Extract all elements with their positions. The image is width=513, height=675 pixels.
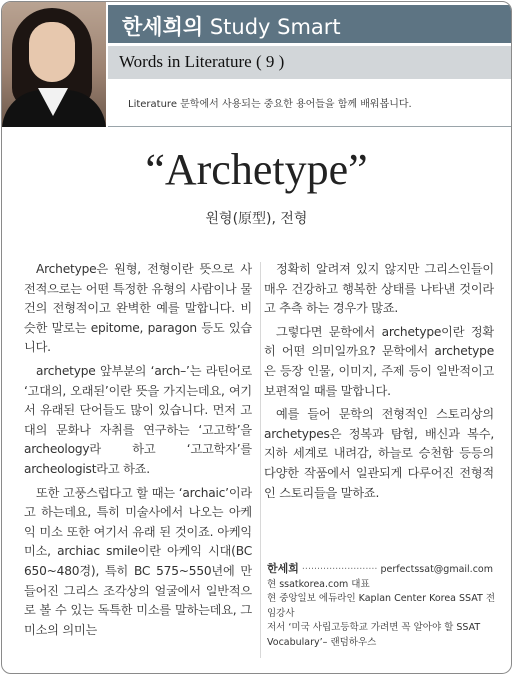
column-title-rest: Study Smart xyxy=(203,15,341,39)
intro-text: Literature 문학에서 사용되는 중요한 용어들을 함께 배워봅니다. xyxy=(128,99,412,110)
author-bio-line: 저서 ‘미국 사립고등학교 가려면 꼭 알아야 할 SSAT Vocabulary’– 랜덤하우스 xyxy=(267,622,481,648)
paragraph: archetype 앞부분의 ‘arch–’는 라틴어로 ‘고대의, 오래된’이란 뜻을 가지는데요, 여기서 유래된 단어들도 많이 있습니다. 먼저 고대의 문화나 자취를 연구하는 ‘고고학’을 archeology라 하고 ‘고고학자’를 archeologist라고 하죠. xyxy=(24,363,252,476)
author-name: 한세희 xyxy=(267,562,299,575)
article-frame xyxy=(1,1,512,674)
series-title-bar xyxy=(108,46,511,79)
author-photo xyxy=(2,2,106,127)
author-email: perfectssat@gmail.com xyxy=(380,564,493,575)
article-subtitle: 원형(原型), 전형 xyxy=(205,211,308,227)
paragraph: 예를 들어 문학의 전형적인 스토리상의 archetypes은 정복과 탐험, 배신과 복수, 지하 세계로 내려감, 하늘로 승천함 등등의 다양한 작품에서 일관되게 다루어진 전형적인 스토리들을 말하죠. xyxy=(264,407,494,500)
right-column xyxy=(264,260,494,507)
series-title: Words in Literature ( 9 ) xyxy=(119,52,285,71)
author-name-line xyxy=(267,562,497,578)
leader-dots: ························· xyxy=(298,564,381,575)
column-title xyxy=(122,11,341,41)
paragraph: 또한 고풍스럽다고 할 때는 ‘archaic’이라고 하는데요, 특히 미술사에서 나오는 아케익 미소 또한 여기서 유래 된 것이죠. 아케익 미소, archiac smile이란 아케익 시대(BC 650~480경), 특히 BC 575~550년에 만들어진 그리스 조각상의 얼굴에서 일반적으로 볼 수 있는 독특한 미소를 말하는데요, 그 미소의 의미는 xyxy=(24,485,252,637)
left-column xyxy=(24,260,252,644)
author-bio xyxy=(267,562,497,651)
column-title-bar xyxy=(108,5,511,43)
article-title: “Archetype” xyxy=(145,145,368,194)
paragraph: 그렇다면 문학에서 archetype이란 정확히 어떤 의미일까요? 문학에서 archetype은 등장 인물, 이미지, 주제 등이 일반적이고 보편적일 때를 말합니다. xyxy=(264,324,494,398)
paragraph: 정확히 알려져 있지 않지만 그리스인들이 매우 건강하고 행복한 상태를 나타낸 것이라고 추측 하는 경우가 많죠. xyxy=(264,262,494,316)
author-bio-line: 현 중앙일보 에듀라인 Kaplan Center Korea SSAT 전임강사 xyxy=(267,593,496,619)
paragraph: Archetype은 원형, 전형이란 뜻으로 사전적으로는 어떤 특정한 유형의 사람이나 물건의 전형적이고 완벽한 예를 말합니다. 비슷한 말로는 epitome, paragon 등도 있습니다. xyxy=(24,262,252,355)
author-bio-line: 현 ssatkorea.com 대표 xyxy=(267,578,370,590)
header xyxy=(2,2,511,129)
column-divider xyxy=(260,262,261,658)
header-divider xyxy=(108,126,511,127)
column-title-name: 한세희의 xyxy=(122,15,204,39)
